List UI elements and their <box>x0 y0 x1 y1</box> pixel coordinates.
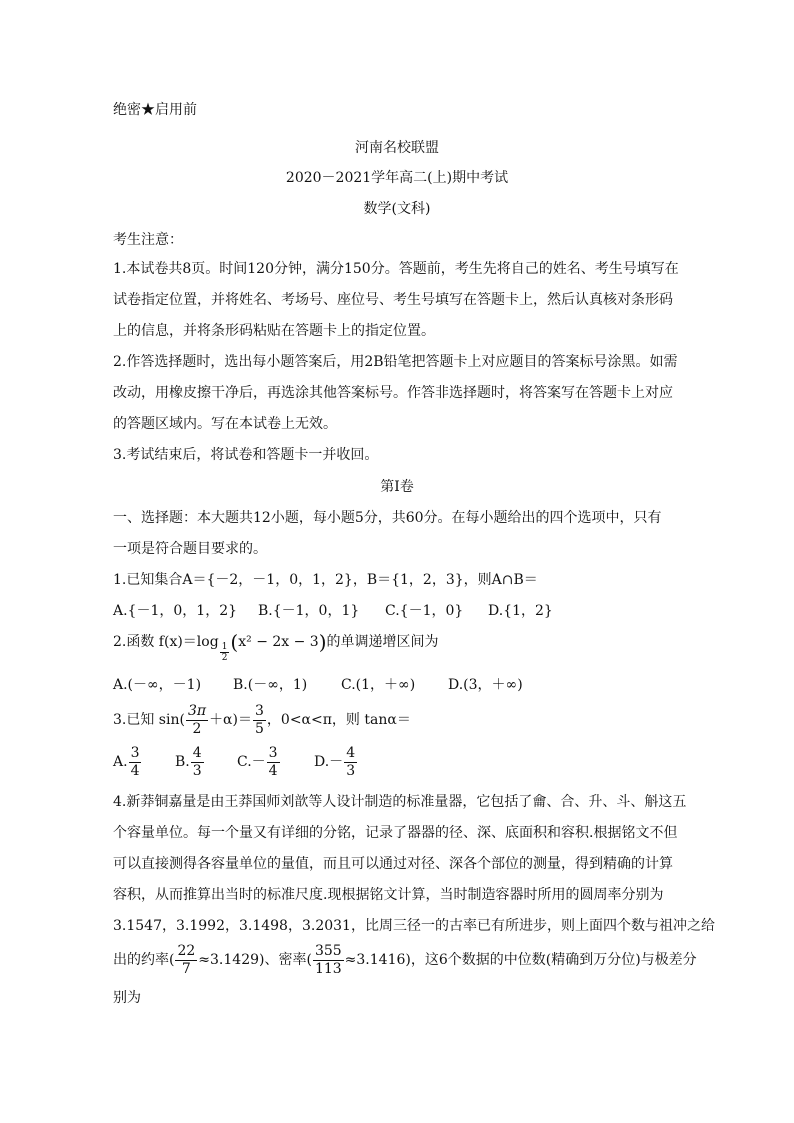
q3-prefix: 3.已知 sin( <box>113 712 185 728</box>
q1-options <box>113 601 553 621</box>
q4-text-c: ≈3.1416)，这6个数据的中位数(精确到万分位)与极差分 <box>344 952 697 968</box>
q4-line: 可以直接测得各容量单位的量值，而且可以通过对径、深各个部位的测量，得到精确的计算 <box>113 856 673 872</box>
q2-option-a: A.(－∞，－1) <box>113 677 202 693</box>
subject-title: 数学(文科) <box>363 201 431 217</box>
q1-option-d: D.{1，2} <box>488 603 553 619</box>
q2-base-num: 1 <box>221 642 228 652</box>
notes-line: 1.本试卷共8页。时间120分钟，满分150分。答题前，考生先将自己的姓名、考生号填写在 <box>113 261 679 277</box>
q2-stem: 2.函数 f(x)＝log $_{\frac{1}{2}}$ (x² − 2x − 3)的单调递增区间为 <box>113 630 439 663</box>
q3-mid: ＋α)＝ <box>209 712 252 728</box>
q2-option-c: C.(1，＋∞) <box>341 677 416 693</box>
q4-text-b: ≈3.1429)、密率( <box>198 952 312 968</box>
q2-argument: x² − 2x − 3 <box>238 634 319 650</box>
q4-line: 别为 <box>113 990 141 1006</box>
exam-title: 2020－2021学年高二(上)期中考试 <box>285 170 509 186</box>
q4-f1-den: 7 <box>181 960 191 977</box>
section-instructions: 一、选择题：本大题共12小题，每小题5分，共60分。在每小题给出的四个选项中，只有 <box>113 510 662 526</box>
q3-f2-den: 5 <box>254 720 264 737</box>
q3-option-d: D.－ $\frac{4}{3}$ <box>314 744 356 779</box>
q2-prefix: 2.函数 f(x)＝log <box>113 634 219 650</box>
volume-title: 第Ⅰ卷 <box>380 479 414 495</box>
q2-options <box>113 675 523 695</box>
q2-log-base <box>219 642 231 663</box>
q3-f2-num: 3 <box>254 702 264 719</box>
notes-title: 考生注意： <box>113 232 183 248</box>
q4-line-fractions <box>113 940 697 980</box>
secret-label: 绝密★启用前 <box>113 102 197 118</box>
q1-option-b: B.{－1，0，1} <box>258 603 360 619</box>
q4-line: 3.1547，3.1992，3.1498，3.2031，比周三径一的古率已有所进步，则上面四个数与祖冲之给 <box>113 918 715 934</box>
q2-suffix: 的单调递增区间为 <box>326 634 439 650</box>
q3-option-a: A. $\frac{3}{4}$ <box>113 744 140 779</box>
q3-f1-den: 2 <box>192 720 202 737</box>
q1-option-c: C.{－1，0} <box>385 603 464 619</box>
notes-line: 试卷指定位置，并将姓名、考场号、座位号、考生号填写在答题卡上，然后认真核对条形码 <box>113 292 673 308</box>
q4-f2-den: 113 <box>314 960 342 977</box>
q3-stem <box>113 700 411 740</box>
q4-f2-num: 355 <box>314 942 342 959</box>
q1-stem: 1.已知集合A＝{－2，－1，0，1，2}，B＝{1，2，3}，则A∩B＝ <box>113 572 538 588</box>
q3-option-b: B. $\frac{4}{3}$ <box>175 744 202 779</box>
q3-option-c: C.－ $\frac{3}{4}$ <box>237 744 278 779</box>
notes-line: 2.作答选择题时，选出每小题答案后，用2B铅笔把答题卡上对应题目的答案标号涂黑。如需 <box>113 354 678 370</box>
q2-base-den: 2 <box>221 653 228 663</box>
q4-line: 容积，从而推算出当时的标准尺度.现根据铭文计算，当时制造容器时所用的圆周率分别为 <box>113 887 664 903</box>
notes-line: 3.考试结束后，将试卷和答题卡一并收回。 <box>113 447 379 463</box>
notes-line: 上的信息，并将条形码粘贴在答题卡上的指定位置。 <box>113 323 435 339</box>
q2-option-d: D.(3，＋∞) <box>448 677 523 693</box>
q2-option-b: B.(－∞，1) <box>233 677 308 693</box>
org-title: 河南名校联盟 <box>355 140 439 156</box>
notes-line: 改动，用橡皮擦干净后，再选涂其他答案标号。作答非选择题时，将答案写在答题卡上对应 <box>113 385 673 401</box>
q4-line: 4.新莽铜嘉量是由王莽国师刘歆等人设计制造的标准量器，它包括了龠、合、升、斗、斛这五 <box>113 794 687 810</box>
q4-text-a: 出的约率( <box>113 952 175 968</box>
notes-line: 的答题区域内。写在本试卷上无效。 <box>113 416 337 432</box>
q4-line: 个容量单位。每一个量又有详细的分铭，记录了器器的径、深、底面积和容积.根据铭文不但 <box>113 825 678 841</box>
q3-f1-num: 3π <box>187 702 207 719</box>
q3-suffix: ，0<α<π，则 tanα＝ <box>266 712 411 728</box>
section-instructions: 一项是符合题目要求的。 <box>113 541 267 557</box>
q3-options <box>113 742 358 782</box>
q4-f1-num: 22 <box>177 942 196 959</box>
q1-option-a: A.{－1，0，1，2} <box>113 603 238 619</box>
